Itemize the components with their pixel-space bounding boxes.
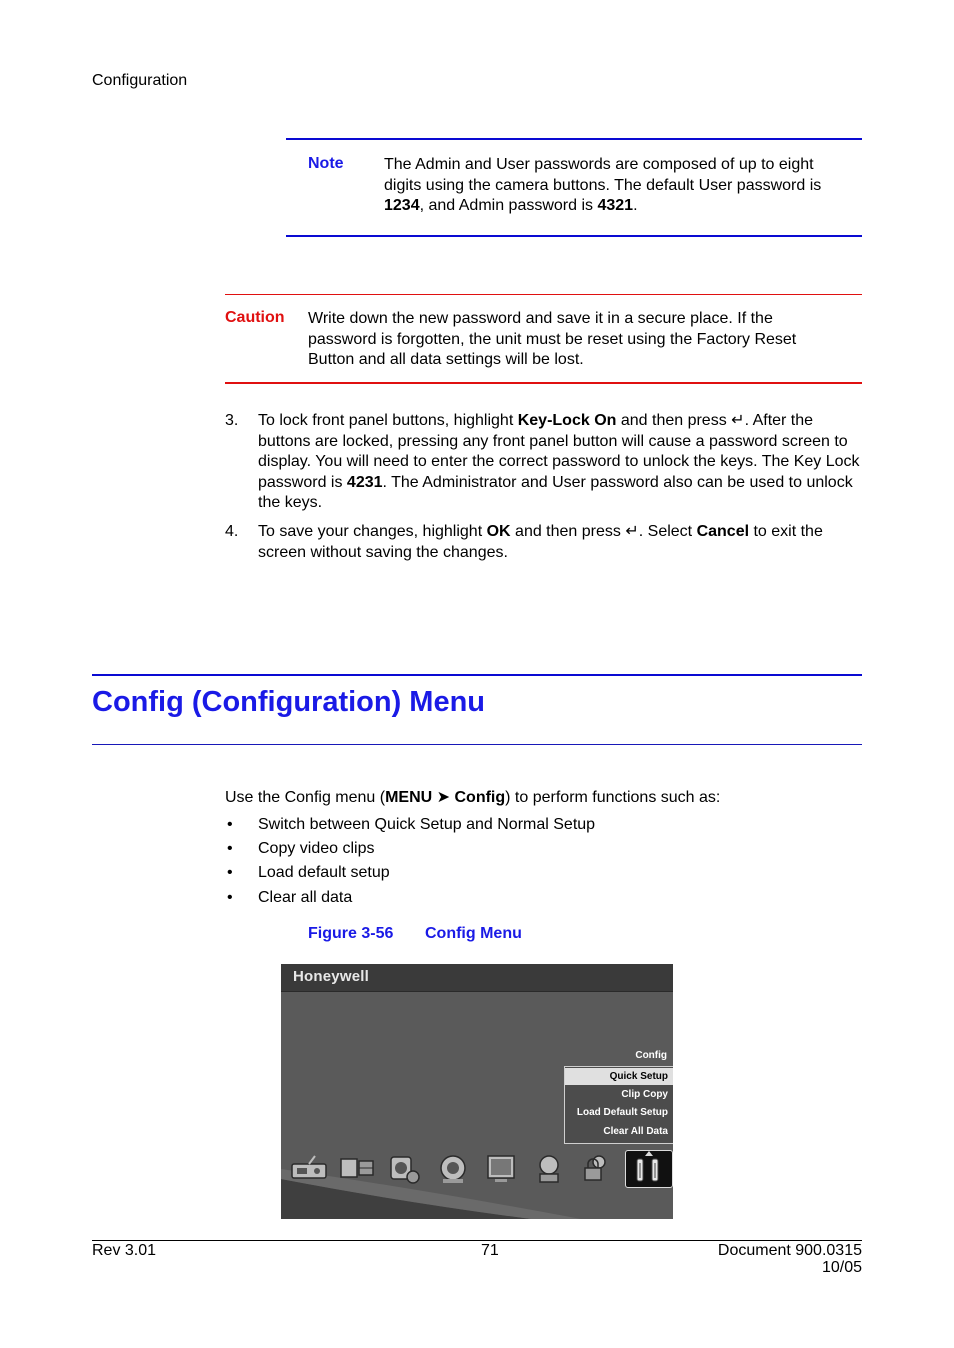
menu-item-clip-copy[interactable]: Clip Copy	[621, 1089, 668, 1100]
menu-item-quick-setup[interactable]: Quick Setup	[565, 1068, 673, 1085]
config-menu-screenshot	[281, 964, 673, 1219]
network-icon[interactable]	[529, 1152, 569, 1186]
section-top-rule	[92, 674, 862, 676]
section-bottom-rule	[92, 744, 862, 745]
footer-document	[718, 1242, 862, 1276]
note-label: Note	[308, 155, 344, 172]
record-icon[interactable]	[289, 1152, 329, 1186]
config-submenu	[564, 1066, 673, 1144]
menu-title: Config	[635, 1050, 667, 1061]
monitor-icon[interactable]	[481, 1152, 521, 1186]
menu-item-load-default-setup[interactable]: Load Default Setup	[576, 1107, 668, 1118]
admin-password: 4321	[597, 197, 634, 214]
user-lock-icon[interactable]	[577, 1152, 617, 1186]
display-icon[interactable]	[337, 1152, 377, 1186]
step-4: 4. To save your changes, highlight OK and then press ↵. Select Cancel to exit the screen without saving the changes.	[225, 523, 823, 561]
main-menu-icons	[289, 1152, 671, 1188]
menu-item-clear-all-data[interactable]: Clear All Data	[603, 1126, 668, 1137]
running-head: Configuration	[92, 72, 188, 89]
user-password: 1234	[384, 197, 420, 214]
intro-text: Use the Config menu (MENU ➤ Config) to perform functions such as:	[225, 789, 721, 806]
title-bar	[281, 964, 673, 992]
section-title: Config (Configuration) Menu	[92, 686, 486, 718]
tools-icon[interactable]	[625, 1150, 673, 1188]
caution-text: Write down the new password and save it in a secure place. If the password is forgotten, the unit must be reset using the Factory Reset Button and all data settings will be lost.	[308, 310, 797, 368]
step-3: 3. To lock front panel buttons, highlight Key-Lock On and then press ↵. After the buttons are locked, pressing any front panel button will cause a password screen to display. You will need to enter the correct password to unlock the keys. The Key Lock password is 4231. The Administrator and User password also can be used to unlock the keys.	[225, 412, 860, 511]
figure-number: Figure 3-56	[308, 925, 394, 942]
document-number: Document 900.0315	[717, 1242, 862, 1259]
arrow-icon: ➤	[436, 789, 451, 806]
audio-icon[interactable]	[433, 1152, 473, 1186]
footer-rule	[92, 1240, 862, 1241]
note-text: The Admin and User passwords are composed of up to eight digits using the camera buttons. The default User password is 1234, and Admin password is 4321.	[384, 156, 822, 214]
note-top-rule	[286, 138, 862, 140]
figure-title: Config Menu	[425, 925, 522, 942]
page-number: 71	[481, 1242, 499, 1259]
honeywell-logo: Honeywell	[293, 968, 369, 985]
footer-revision: Rev 3.01	[92, 1242, 157, 1259]
caution-bottom-rule	[225, 382, 862, 384]
enter-key-icon: ↵	[625, 523, 639, 540]
caution-top-rule	[225, 294, 862, 295]
document-date: 10/05	[821, 1259, 862, 1276]
camera-icon[interactable]	[385, 1152, 425, 1186]
enter-key-icon: ↵	[731, 412, 745, 429]
caution-label: Caution	[225, 309, 285, 326]
note-bottom-rule	[286, 235, 862, 237]
